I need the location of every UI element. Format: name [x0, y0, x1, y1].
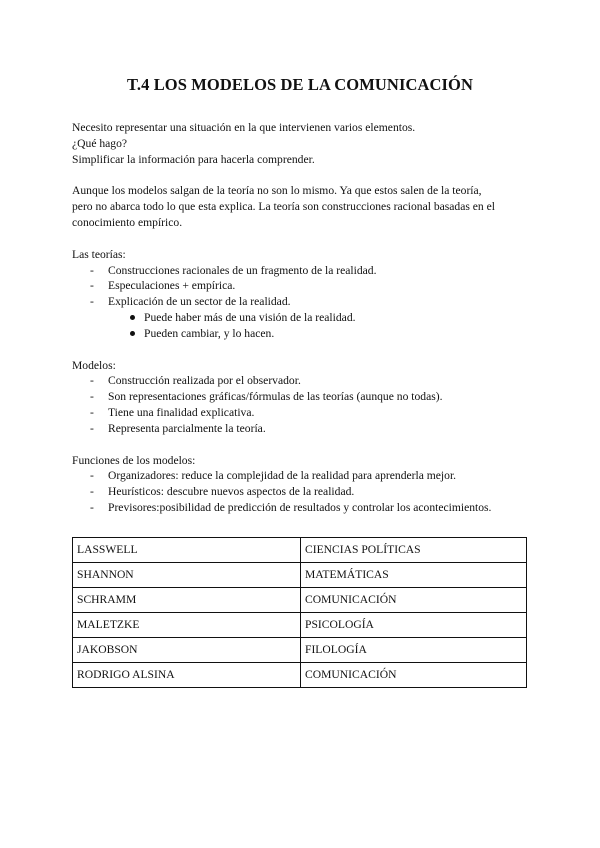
- document-body: [72, 120, 528, 532]
- teorias-list: [72, 263, 528, 310]
- modelos-heading: Modelos:: [72, 358, 116, 372]
- author-cell: SHANNON: [73, 563, 301, 588]
- modelos-section: [72, 358, 528, 437]
- modelos-list: [72, 373, 528, 436]
- list-item: - Explicación de un sector de la realidad.: [72, 294, 528, 310]
- list-item: - Son representaciones gráficas/fórmulas de las teorías (aunque no todas).: [72, 389, 528, 405]
- teorias-sublist: [72, 310, 528, 342]
- author-cell: LASSWELL: [73, 538, 301, 563]
- table-row: [73, 663, 527, 688]
- list-item: - Construcción realizada por el observador.: [72, 373, 528, 389]
- document-title: T.4 LOS MODELOS DE LA COMUNICACIÓN: [127, 75, 473, 94]
- list-item: - Construcciones racionales de un fragmento de la realidad.: [72, 263, 528, 279]
- teorias-section: [72, 247, 528, 342]
- author-cell: JAKOBSON: [73, 638, 301, 663]
- list-item: - Previsores:posibilidad de predicción de resultados y controlar los acontecimientos.: [72, 500, 528, 516]
- author-cell: SCHRAMM: [73, 588, 301, 613]
- field-cell: MATEMÁTICAS: [301, 563, 527, 588]
- table-row: [73, 563, 527, 588]
- paragraph-line: pero no abarca todo lo que esta explica. La teoría son construcciones racional basadas en el: [72, 200, 495, 214]
- paragraph-line: Aunque los modelos salgan de la teoría no son lo mismo. Ya que estos salen de la teoría,: [72, 184, 482, 198]
- theory-vs-model-paragraph: [72, 183, 528, 230]
- list-item: - Especulaciones + empírica.: [72, 278, 528, 294]
- field-cell: FILOLOGÍA: [301, 638, 527, 663]
- intro-block: [72, 120, 528, 167]
- field-cell: COMUNICACIÓN: [301, 588, 527, 613]
- funciones-section: [72, 453, 528, 516]
- sub-list-item: Pueden cambiar, y lo hacen.: [72, 326, 528, 342]
- author-cell: RODRIGO ALSINA: [73, 663, 301, 688]
- intro-line: Simplificar la información para hacerla comprender.: [72, 152, 315, 166]
- author-cell: MALETZKE: [73, 613, 301, 638]
- field-cell: COMUNICACIÓN: [301, 663, 527, 688]
- list-item: - Tiene una finalidad explicativa.: [72, 405, 528, 421]
- paragraph-line: conocimiento empírico.: [72, 215, 183, 229]
- funciones-heading: Funciones de los modelos:: [72, 453, 196, 467]
- authors-table: [72, 537, 527, 688]
- table-row: [73, 613, 527, 638]
- list-item: - Organizadores: reduce la complejidad de la realidad para aprenderla mejor.: [72, 468, 528, 484]
- table-row: [73, 638, 527, 663]
- field-cell: PSICOLOGÍA: [301, 613, 527, 638]
- table-row: [73, 588, 527, 613]
- funciones-list: [72, 468, 528, 515]
- teorias-heading: Las teorías:: [72, 247, 126, 261]
- intro-line: Necesito representar una situación en la que intervienen varios elementos.: [72, 121, 416, 134]
- sub-list-item: Puede haber más de una visión de la realidad.: [72, 310, 528, 326]
- table-row: [73, 538, 527, 563]
- intro-line: ¿Qué hago?: [72, 136, 128, 150]
- field-cell: CIENCIAS POLÍTICAS: [301, 538, 527, 563]
- list-item: - Heurísticos: descubre nuevos aspectos de la realidad.: [72, 484, 528, 500]
- list-item: - Representa parcialmente la teoría.: [72, 421, 528, 437]
